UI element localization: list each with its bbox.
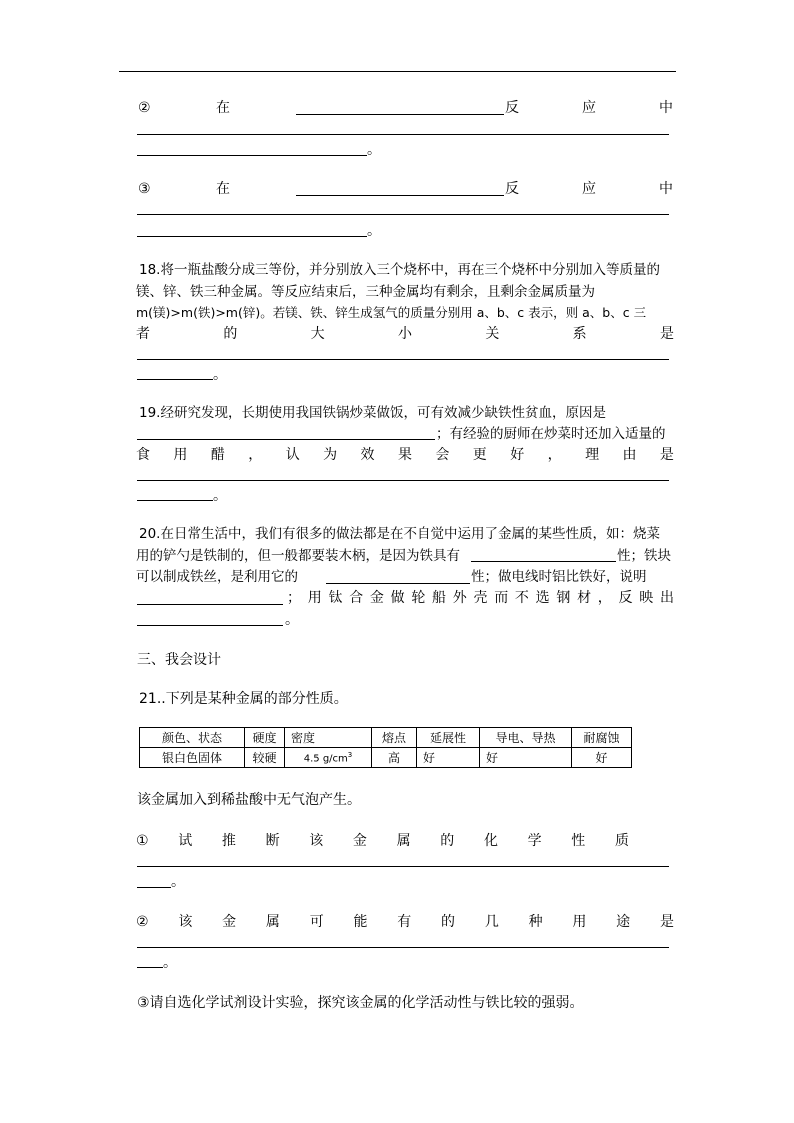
metal-properties-table [139, 727, 632, 768]
item3-word-zai: 在 [216, 181, 230, 197]
table-header-cell: 耐腐蚀 [572, 728, 632, 748]
item3-word-ying: 应 [582, 181, 596, 197]
q20-char: 船 [432, 590, 447, 606]
item2-word-ying: 应 [582, 100, 596, 116]
table-cell: 好 [572, 748, 632, 768]
item3-word-fan: 反 [505, 181, 519, 197]
q21-sub2-char: 用 [572, 914, 587, 930]
q20-line-2-start: 用的铲勺是铁制的，但一般都要装木柄，是因为铁具有 [136, 548, 460, 564]
q20-char: 做 [390, 590, 405, 606]
q21-sub2-blank-1[interactable] [137, 947, 669, 948]
q21-sub2-char: 是 [659, 914, 674, 930]
q18-char: 者 [136, 326, 150, 342]
item3-word-zhong: 中 [659, 181, 673, 197]
q21-sub1-char: 断 [265, 833, 280, 849]
q18-char: 的 [223, 326, 238, 342]
q18-spread-line [136, 325, 674, 343]
q21-sub1-blank-1[interactable] [137, 866, 669, 867]
q20-char: 钛 [328, 590, 343, 606]
q21-sub1-char: 推 [221, 833, 236, 849]
item2-blank-2[interactable] [137, 134, 669, 135]
q21-sub2-char: 能 [353, 914, 368, 930]
q19-blank-3[interactable] [137, 500, 213, 501]
q20-blank-2[interactable] [326, 583, 470, 584]
q20-char: 而 [494, 590, 509, 606]
q21-sub2-char: 该 [178, 914, 193, 930]
item2-blank-1[interactable] [296, 114, 504, 115]
q20-char: 合 [349, 590, 364, 606]
q20-char: 不 [514, 590, 529, 606]
q19-char: 认 [285, 447, 300, 463]
q20-char: 材 [577, 590, 592, 606]
table-header-cell: 熔点 [372, 728, 417, 748]
q19-char: 会 [435, 447, 450, 463]
density-superscript: 3 [347, 750, 353, 759]
q21-sub3: ③请自选化学试剂设计实验，探究该金属的化学活动性与铁比较的强弱。 [137, 995, 584, 1011]
table-cell: 好 [417, 748, 480, 768]
q20-line-3-start: 可以制成铁丝，是利用它的 [136, 569, 298, 585]
item3-blank-3[interactable] [137, 236, 367, 237]
q19-char: ， [248, 447, 263, 463]
q20-line-2-end: 性；铁块 [617, 548, 671, 564]
q21-sub2-end: 。 [163, 955, 177, 971]
q19-spread-line [136, 446, 674, 464]
q21-sub2-char: 几 [484, 914, 499, 930]
q19-char: 更 [472, 447, 487, 463]
q19-char: 效 [360, 447, 375, 463]
q21-sub2-char: 途 [616, 914, 631, 930]
q18-end: 。 [213, 367, 227, 383]
q19-char: ， [547, 447, 562, 463]
q18-line-2: 镁、锌、铁三种金属。等反应结束后，三种金属均有剩余，且剩余金属质量为 [136, 284, 595, 300]
item3-end: 。 [367, 223, 381, 239]
q20-char: 金 [369, 590, 384, 606]
q20-blank-4[interactable] [137, 625, 283, 626]
q21-sub1-char: 的 [440, 833, 455, 849]
q20-line-3-end: 性；做电线时铝比铁好，说明 [471, 569, 647, 585]
table-cell: 好 [480, 748, 572, 768]
q18-line-3: m(镁)>m(铁)>m(锌)。若镁、铁、锌生成氢气的质量分别用 a、b、c 表示，则 a、b、c 三 [136, 305, 647, 320]
q20-char: 钢 [556, 590, 571, 606]
q20-blank-1[interactable] [471, 561, 616, 562]
table-cell-density [285, 748, 372, 768]
q19-char: 食 [136, 447, 150, 463]
q21-sub1-line [136, 832, 629, 850]
q20-end: 。 [285, 612, 299, 628]
q19-char: 醋 [210, 447, 225, 463]
item3-blank-2[interactable] [137, 214, 669, 215]
q19-blank-1[interactable] [137, 439, 435, 440]
q18-char: 是 [659, 326, 674, 342]
table-row [140, 748, 632, 768]
q21-sub1-char: 化 [483, 833, 498, 849]
q19-char: 由 [622, 447, 637, 463]
table-header-cell: 导电、导热 [480, 728, 572, 748]
q21-sub2-char: 可 [309, 914, 324, 930]
q21-sub1-char: 金 [352, 833, 367, 849]
q19-char: 为 [323, 447, 338, 463]
header-rule [119, 71, 676, 72]
q21-sub2-char: ② [136, 914, 149, 930]
q18-char: 大 [310, 326, 325, 342]
q19-char: 好 [510, 447, 525, 463]
q20-char: 轮 [411, 590, 426, 606]
q21-sub2-char: 种 [528, 914, 543, 930]
q18-char: 系 [572, 326, 587, 342]
q18-char: 小 [397, 326, 412, 342]
q19-blank-2[interactable] [137, 480, 669, 481]
q21-sub2-char: 属 [265, 914, 280, 930]
item3-blank-1[interactable] [296, 195, 504, 196]
item3-number: ③ [138, 181, 151, 197]
q19-end: 。 [213, 488, 227, 504]
q18-line-1: 18.将一瓶盐酸分成三等份，并分别放入三个烧杯中，再在三个烧杯中分别加入等质量的 [139, 262, 660, 278]
item2-end: 。 [367, 142, 381, 158]
table-cell: 较硬 [245, 748, 285, 768]
density-value: 4.5 g/cm [303, 753, 348, 765]
q21-observation: 该金属加入到稀盐酸中无气泡产生。 [137, 792, 361, 808]
q21-sub1-end: 。 [171, 874, 185, 890]
q21-sub1-char: 学 [527, 833, 542, 849]
item2-blank-3[interactable] [137, 155, 367, 156]
q21-sub1-char: ① [136, 833, 149, 849]
q20-char: ； [287, 590, 301, 606]
q19-char: 果 [397, 447, 412, 463]
q21-sub2-char: 的 [441, 914, 456, 930]
table-header-cell: 密度 [285, 728, 372, 748]
q20-spread-line [287, 589, 674, 607]
q19-line-1: 19.经研究发现，长期使用我国铁锅炒菜做饭，可有效减少缺铁性贫血，原因是 [139, 405, 606, 421]
q21-sub2-line [136, 913, 674, 931]
q19-char: 理 [585, 447, 600, 463]
q20-char: 出 [659, 590, 674, 606]
q18-char: 关 [485, 326, 500, 342]
item2-word-zhong: 中 [659, 100, 673, 116]
q21-sub2-char: 有 [397, 914, 412, 930]
q21-sub1-char: 质 [614, 833, 629, 849]
table-header-cell: 颜色、状态 [140, 728, 245, 748]
q20-char: 映 [639, 590, 654, 606]
q18-blank-1[interactable] [137, 359, 669, 360]
q19-char: 用 [173, 447, 188, 463]
q20-char: 反 [618, 590, 633, 606]
table-cell: 银白色固体 [140, 748, 245, 768]
q20-char: 选 [535, 590, 550, 606]
q20-char: ， [597, 590, 612, 606]
q21-sub1-blank-2[interactable] [137, 887, 171, 888]
q20-blank-3[interactable] [137, 604, 283, 605]
q21-sub1-char: 性 [571, 833, 586, 849]
q21-sub1-char: 试 [178, 833, 193, 849]
item2-number: ② [138, 100, 151, 116]
q21-intro: 21..下列是某种金属的部分性质。 [139, 691, 348, 707]
q20-char: 外 [452, 590, 467, 606]
q21-sub2-char: 金 [222, 914, 237, 930]
q21-sub1-char: 该 [309, 833, 324, 849]
table-cell: 高 [372, 748, 417, 768]
item2-word-fan: 反 [505, 100, 519, 116]
item2-word-zai: 在 [216, 100, 230, 116]
table-header-row [140, 728, 632, 748]
q18-blank-2[interactable] [137, 379, 213, 380]
q19-char: 是 [659, 447, 674, 463]
q21-sub1-char: 属 [396, 833, 411, 849]
q20-char: 壳 [473, 590, 488, 606]
table-header-cell: 硬度 [245, 728, 285, 748]
table-header-cell: 延展性 [417, 728, 480, 748]
q21-sub2-blank-2[interactable] [137, 967, 163, 968]
q20-char: 用 [307, 590, 322, 606]
q20-line-1: 20.在日常生活中，我们有很多的做法都是在不自觉中运用了金属的某些性质，如：烧菜 [139, 526, 660, 542]
section-3-title: 三、我会设计 [137, 652, 221, 668]
q19-line-2: ；有经验的厨师在炒菜时还加入适量的 [436, 426, 666, 442]
